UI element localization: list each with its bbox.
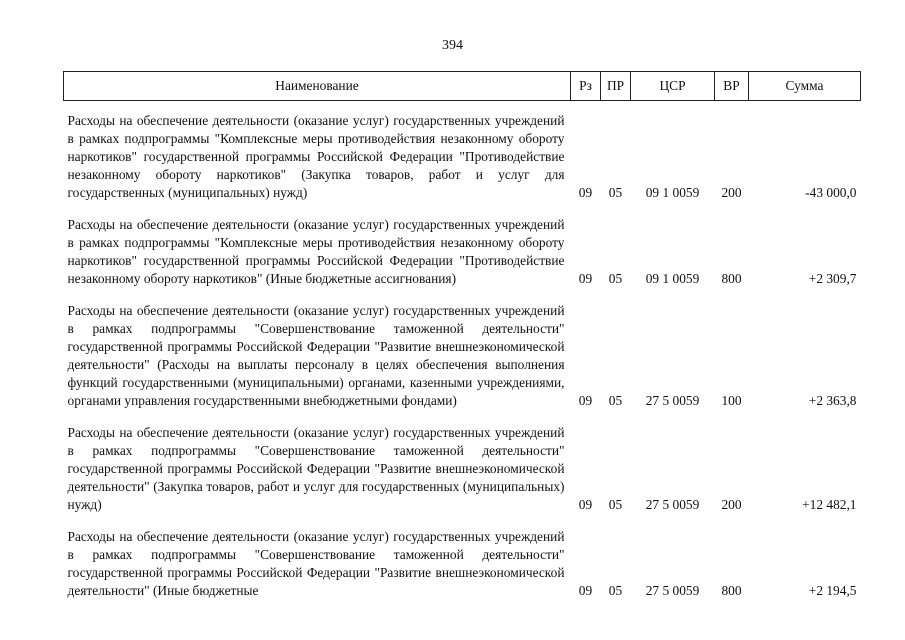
row-pr: 05: [608, 393, 623, 408]
row-vr: 200: [721, 497, 742, 512]
budget-table: [63, 71, 861, 614]
row-sum: -43 000,0: [805, 185, 857, 200]
row-name: Расходы на обеспечение деятельности (оказание услуг) государственных учреждений в рамках подпрограммы "Совершенствование таможенной деятельности" государственной программы Российской Федерации "Развитие внешнеэкономической деятельности" (Закупка товаров, работ и услуг для государственных (муниципальных) нужд): [67, 425, 565, 512]
table-row: [64, 528, 861, 614]
row-vr: 100: [721, 393, 742, 408]
table-header-row: [64, 72, 861, 101]
row-rz: 09: [578, 185, 593, 200]
header-csr: ЦСР: [631, 72, 715, 101]
header-sum: Сумма: [749, 72, 861, 101]
row-pr: 05: [608, 497, 623, 512]
row-vr: 800: [721, 583, 742, 598]
header-rz: Рз: [571, 72, 601, 101]
row-name: Расходы на обеспечение деятельности (оказание услуг) государственных учреждений в рамках подпрограммы "Совершенствование таможенной деятельности" государственной программы Российской Федерации "Развитие внешнеэкономической деятельности" (Расходы на выплаты персоналу в целях обеспечения выполнения функций государственными (муниципальными) органами, казенными учреждениями, органами управления государственными внебюджетными фондами): [67, 303, 565, 408]
row-pr: 05: [608, 271, 623, 286]
row-sum: +2 309,7: [808, 271, 857, 286]
row-pr: 05: [608, 185, 623, 200]
table-row: [64, 216, 861, 302]
row-csr: 09 1 0059: [645, 185, 700, 200]
row-pr: 05: [608, 583, 623, 598]
row-name: Расходы на обеспечение деятельности (оказание услуг) государственных учреждений в рамках подпрограммы "Комплексные меры противодействия незаконному обороту наркотиков" государственной программы Российской Федерации "Противодействие незаконному обороту наркотиков" (Иные бюджетные ассигнования): [67, 217, 565, 286]
row-sum: +2 194,5: [808, 583, 857, 598]
row-sum: +12 482,1: [802, 497, 857, 512]
page-number: 394: [442, 38, 463, 53]
table-row: [64, 302, 861, 424]
row-rz: 09: [578, 497, 593, 512]
row-csr: 27 5 0059: [645, 393, 700, 408]
table-row: [64, 424, 861, 528]
row-rz: 09: [578, 271, 593, 286]
row-vr: 200: [721, 185, 742, 200]
row-csr: 27 5 0059: [645, 583, 700, 598]
row-vr: 800: [721, 271, 742, 286]
row-csr: 09 1 0059: [645, 271, 700, 286]
row-rz: 09: [578, 393, 593, 408]
row-sum: +2 363,8: [808, 393, 857, 408]
header-pr: ПР: [601, 72, 631, 101]
row-rz: 09: [578, 583, 593, 598]
row-name: Расходы на обеспечение деятельности (оказание услуг) государственных учреждений в рамках подпрограммы "Комплексные меры противодействия незаконному обороту наркотиков" государственной программы Российской Федерации "Противодействие незаконному обороту наркотиков" (Закупка товаров, работ и услуг для государственных (муниципальных) нужд): [67, 113, 565, 200]
table-row: [64, 101, 861, 217]
row-csr: 27 5 0059: [645, 497, 700, 512]
row-name: Расходы на обеспечение деятельности (оказание услуг) государственных учреждений в рамках подпрограммы "Совершенствование таможенной деятельности" государственной программы Российской Федерации "Развитие внешнеэкономической деятельности" (Иные бюджетные: [67, 529, 565, 598]
header-vr: ВР: [715, 72, 749, 101]
header-name: Наименование: [64, 72, 571, 101]
